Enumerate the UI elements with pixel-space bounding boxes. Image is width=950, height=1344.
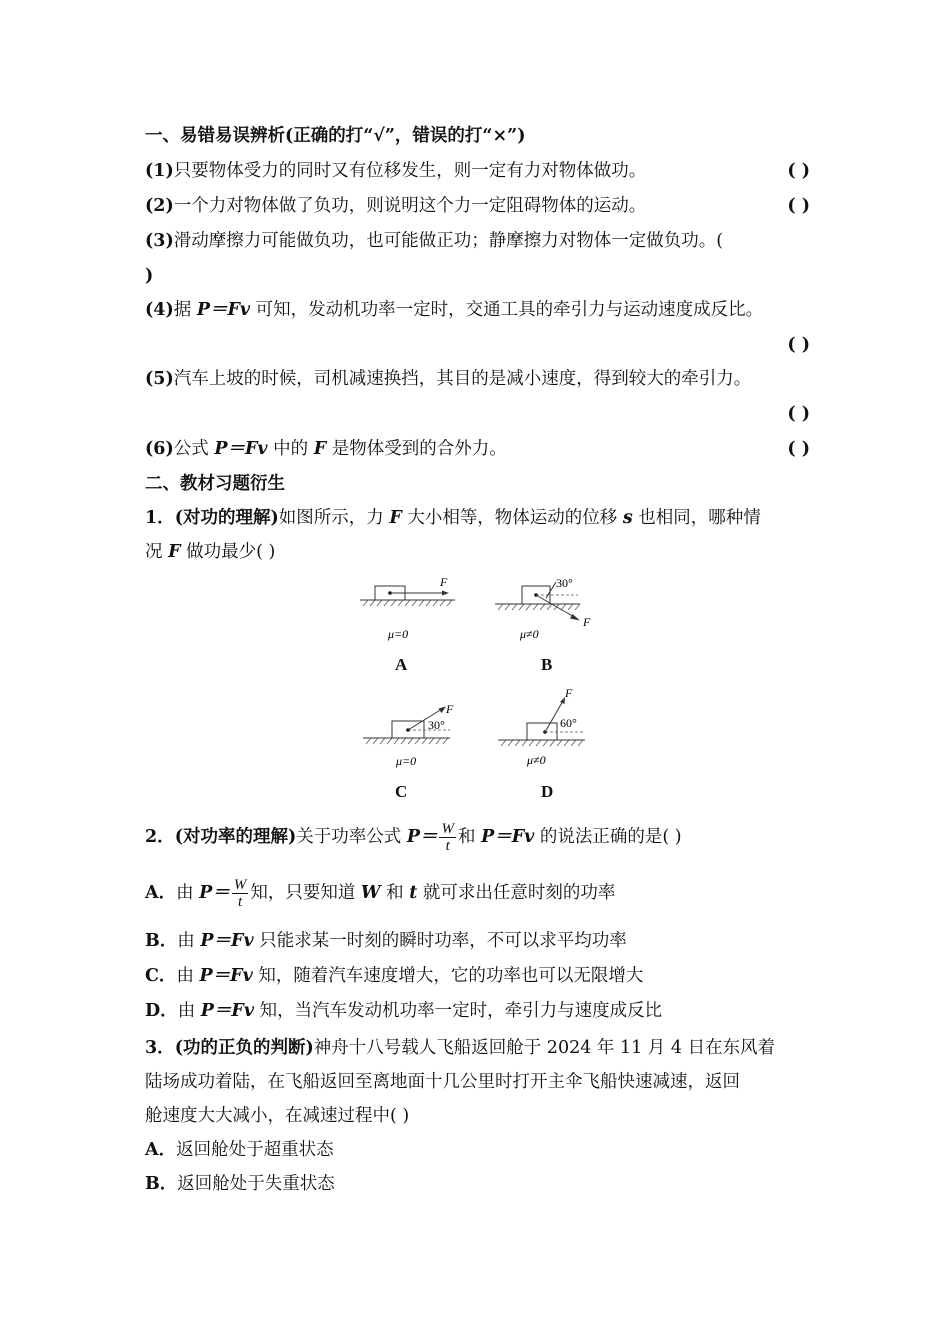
figure-label-b: B [541, 655, 553, 674]
question-3-line3: 舱速度大大减小，在减速过程中( ) [145, 1106, 410, 1126]
judge-item-6: (6)公式 P＝Fv 中的 F 是物体受到的合外力。 ( ) [145, 439, 810, 459]
question-1-line2: 况 F 做功最少( ) [145, 542, 276, 562]
mu-label-d: μ≠0 [527, 753, 546, 767]
formula-p-fv: P＝Fv [481, 827, 535, 847]
question-2-option-b: B．由 P＝Fv 只能求某一时刻的瞬时功率，不可以求平均功率 [145, 931, 627, 951]
answer-blank: ( ) [787, 335, 810, 355]
judge-item-4: (4)据 P＝Fv 可知，发动机功率一定时，交通工具的牵引力与运动速度成反比。 [145, 300, 764, 320]
question-2-tag: (对功率的理解) [174, 827, 297, 847]
figure-b [490, 572, 600, 647]
force-label-d: F [565, 686, 573, 700]
section2-heading: 二、教材习题衍生 [145, 474, 285, 494]
answer-blank: ( ) [787, 196, 810, 216]
section1-heading [145, 124, 810, 148]
mu-label-a: μ=0 [388, 627, 409, 641]
question-1-tag: (对功的理解) [174, 508, 279, 528]
section1-heading-bold: 一、易错易误辨析 [145, 126, 285, 146]
section1-heading-rest: (正确的打“√”，错误的打“×”) [285, 126, 526, 146]
question-3-line1: 3．(功的正负的判断)神舟十八号载人飞船返回舱于 2024 年 11 月 4 日在东风着 [145, 1038, 776, 1058]
question-2-option-d: D．由 P＝Fv 知，当汽车发动机功率一定时，牵引力与速度成反比 [145, 1001, 663, 1021]
figure-c [358, 695, 468, 770]
judge-item-1: (1)只要物体受力的同时又有位移发生，则一定有力对物体做功。 ( ) [145, 161, 810, 181]
force-label-b: F [583, 615, 591, 629]
question-3-option-b: B．返回舱处于失重状态 [145, 1174, 335, 1194]
answer-blank: ( ) [787, 161, 810, 181]
judge-item-5: (5)汽车上坡的时候，司机减速换挡，其目的是减小速度，得到较大的牵引力。 [145, 369, 752, 389]
force-label-c: F [446, 702, 454, 716]
answer-blank: ( ) [787, 439, 810, 459]
figure-label-a: A [395, 655, 408, 674]
question-2-stem: 2．(对功率的理解)关于功率公式 P＝ $\frac{W}{t}$ 和 P＝Fv 的说法正确的是( ) [145, 821, 682, 854]
question-1-line1: 1．(对功的理解)如图所示，力 F 大小相等，物体运动的位移 s 也相同，哪种情 [145, 508, 761, 528]
fraction-w-over-t: $\frac{W}{t}$ [441, 821, 454, 854]
judge-item-3: (3)滑动摩擦力可能做负功，也可能做正功；静摩擦力对物体一定做负功。( [145, 231, 724, 251]
figure-label-d: D [541, 782, 554, 801]
figure-d [493, 683, 603, 770]
angle-label-c: 30° [428, 718, 445, 732]
question-3-option-a: A．返回舱处于超重状态 [145, 1140, 334, 1160]
question-3-line2: 陆场成功着陆，在飞船返回至离地面十几公里时打开主伞飞船快速减速，返回 [145, 1072, 740, 1092]
question-3-tag: (功的正负的判断) [174, 1038, 314, 1058]
figure-label-c: C [395, 782, 408, 801]
formula-p-fv: P＝Fv [196, 300, 251, 320]
fraction-w-over-t: $\frac{W}{t}$ [233, 877, 247, 910]
mu-label-c: μ=0 [396, 754, 417, 768]
mu-label-b: μ≠0 [520, 627, 539, 641]
formula-p-fv: P＝Fv [214, 439, 268, 459]
angle-label-d: 60° [560, 716, 577, 730]
judge-item-3-cont: ) [145, 266, 154, 286]
answer-blank: ( ) [787, 404, 810, 424]
force-label-a: F [440, 575, 448, 589]
question-2-option-a: A．由 P＝ $\frac{W}{t}$ 知，只要知道 W 和 t 就可求出任意时刻的功率 [145, 877, 616, 910]
angle-label-b: 30° [556, 576, 573, 590]
judge-item-2: (2)一个力对物体做了负功，则说明这个力一定阻碍物体的运动。 ( ) [145, 196, 810, 216]
question-2-option-c: C．由 P＝Fv 知，随着汽车速度增大，它的功率也可以无限增大 [145, 966, 644, 986]
figure-a [355, 572, 465, 647]
